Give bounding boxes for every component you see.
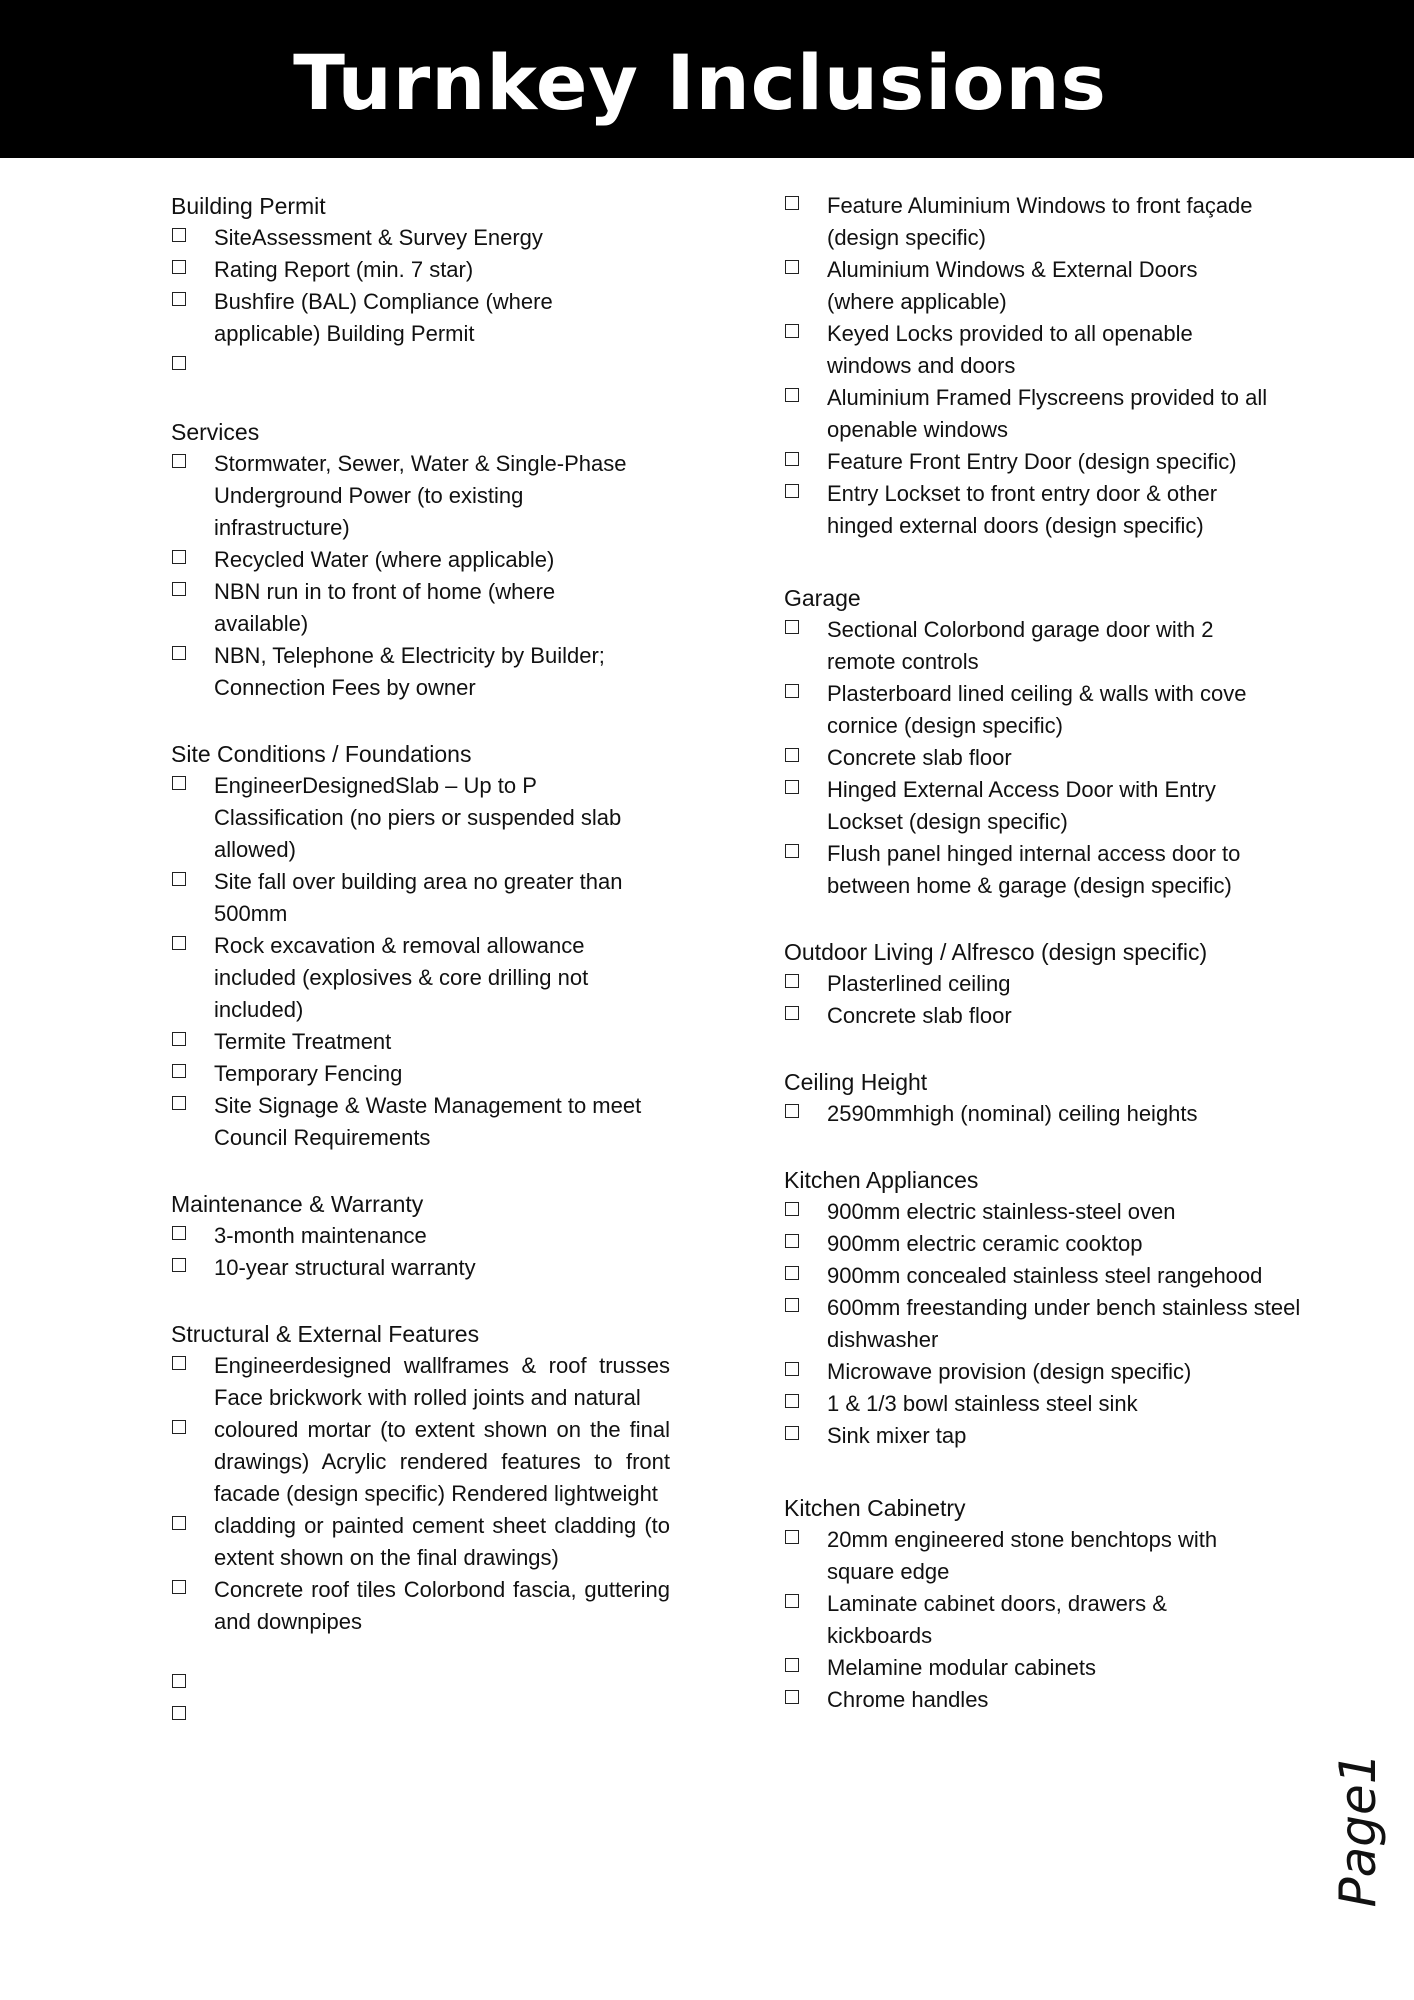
- item-text: Feature Aluminium Windows to front façade (design specific): [827, 193, 1253, 250]
- section-title: Kitchen Cabinetry: [784, 1495, 966, 1521]
- item-text: Hinged External Access Door with Entry Lockset (design specific): [827, 777, 1216, 834]
- checklist-item[interactable]: [784, 318, 1257, 382]
- checklist-item[interactable]: [171, 640, 634, 704]
- item-text: Rating Report (min. 7 star): [214, 257, 474, 282]
- checklist-item[interactable]: [171, 1350, 670, 1414]
- checklist-item[interactable]: [171, 930, 634, 1026]
- checklist-item[interactable]: [784, 382, 1297, 446]
- checkbox[interactable]: [785, 1006, 799, 1020]
- checkbox[interactable]: [172, 1674, 186, 1688]
- checklist-item[interactable]: [171, 1252, 671, 1284]
- checkbox[interactable]: [172, 1706, 186, 1720]
- item-text: Concrete slab floor: [827, 1003, 1012, 1028]
- checkbox[interactable]: [172, 454, 186, 468]
- checkbox[interactable]: [172, 1356, 186, 1370]
- checklist-item[interactable]: [784, 1652, 1294, 1684]
- checkbox[interactable]: [785, 388, 799, 402]
- empty-checkbox-item[interactable]: [171, 1700, 671, 1732]
- checklist-item[interactable]: [784, 1588, 1237, 1652]
- checkbox[interactable]: [785, 1530, 799, 1544]
- checklist-item[interactable]: [171, 1510, 670, 1574]
- page-header: [0, 0, 1414, 158]
- section-title: Maintenance & Warranty: [171, 1191, 424, 1217]
- checklist-item[interactable]: [784, 1684, 1294, 1716]
- item-text: NBN run in to front of home (where available): [214, 579, 556, 636]
- checkbox[interactable]: [785, 260, 799, 274]
- item-text: Microwave provision (design specific): [827, 1359, 1192, 1384]
- checkbox[interactable]: [785, 1658, 799, 1672]
- empty-checkbox-item[interactable]: [171, 1668, 671, 1700]
- checkbox[interactable]: [172, 550, 186, 564]
- checklist-item[interactable]: [171, 544, 671, 576]
- checkbox[interactable]: [172, 260, 186, 274]
- checkbox[interactable]: [785, 1202, 799, 1216]
- item-text: Sink mixer tap: [827, 1423, 967, 1448]
- checklist-item[interactable]: [784, 1098, 1294, 1130]
- section-kitchen-appliances: [784, 1164, 1301, 1452]
- item-text: Plasterlined ceiling: [827, 971, 1011, 996]
- checkbox[interactable]: [785, 1266, 799, 1280]
- section-title: Outdoor Living / Alfresco (design specific): [784, 939, 1208, 965]
- checkbox[interactable]: [785, 1690, 799, 1704]
- checkbox[interactable]: [785, 974, 799, 988]
- item-text: 600mm freestanding under bench stainless steel dishwasher: [827, 1295, 1301, 1352]
- checkbox[interactable]: [172, 1226, 186, 1240]
- checklist-item[interactable]: [784, 446, 1294, 478]
- checklist-item[interactable]: [171, 222, 671, 254]
- section-maintenance: [171, 1188, 671, 1284]
- item-text: Keyed Locks provided to all openable windows and doors: [827, 321, 1193, 378]
- checklist-item[interactable]: [784, 1000, 1294, 1032]
- section-title: Site Conditions / Foundations: [171, 741, 472, 767]
- checklist-item[interactable]: [171, 770, 639, 866]
- item-text: Engineerdesigned wallframes & roof trusses Face brickwork with rolled joints and natural: [214, 1353, 670, 1410]
- checklist-item[interactable]: [171, 254, 671, 286]
- checklist-item[interactable]: [784, 1228, 1294, 1260]
- item-text: 900mm electric stainless-steel oven: [827, 1199, 1176, 1224]
- checklist-item[interactable]: [171, 1058, 671, 1090]
- checkbox[interactable]: [785, 1298, 799, 1312]
- section-title: Services: [171, 419, 260, 445]
- checkbox[interactable]: [785, 1394, 799, 1408]
- page-number: Page1: [1329, 1752, 1387, 1908]
- checklist-item[interactable]: [171, 1220, 671, 1252]
- section-garage: [784, 582, 1294, 902]
- checkbox[interactable]: [172, 1580, 186, 1594]
- section-site-conditions: [171, 738, 671, 1154]
- checkbox[interactable]: [172, 1064, 186, 1078]
- item-text: Laminate cabinet doors, drawers & kickboards: [827, 1591, 1167, 1648]
- item-text: Concrete slab floor: [827, 745, 1012, 770]
- section-structural: [171, 1318, 671, 1732]
- checklist-item[interactable]: [784, 1420, 1294, 1452]
- item-text: Site Signage & Waste Management to meet Council Requirements: [214, 1093, 642, 1150]
- item-text: 900mm electric ceramic cooktop: [827, 1231, 1143, 1256]
- section-title: Garage: [784, 585, 861, 611]
- checkbox[interactable]: [785, 324, 799, 338]
- item-text: Termite Treatment: [214, 1029, 392, 1054]
- checklist-item[interactable]: [784, 1356, 1294, 1388]
- checkbox[interactable]: [172, 872, 186, 886]
- item-text: Feature Front Entry Door (design specific): [827, 449, 1237, 474]
- right-column: [784, 190, 1301, 1750]
- item-text: Melamine modular cabinets: [827, 1655, 1097, 1680]
- item-text: Chrome handles: [827, 1687, 989, 1712]
- item-text: Concrete roof tiles Colorbond fascia, guttering and downpipes: [214, 1577, 670, 1634]
- item-text: Site fall over building area no greater than 500mm: [214, 869, 623, 926]
- checkbox[interactable]: [785, 484, 799, 498]
- item-text: 900mm concealed stainless steel rangehood: [827, 1263, 1263, 1288]
- section-title: Building Permit: [171, 193, 326, 219]
- checkbox[interactable]: [785, 844, 799, 858]
- checkbox[interactable]: [785, 452, 799, 466]
- item-text: 1 & 1/3 bowl stainless steel sink: [827, 1391, 1138, 1416]
- checklist-item[interactable]: [171, 448, 644, 544]
- checkbox[interactable]: [785, 1426, 799, 1440]
- item-text: 20mm engineered stone benchtops with square edge: [827, 1527, 1218, 1584]
- checklist-item[interactable]: [784, 774, 1267, 838]
- checklist-item[interactable]: [784, 678, 1297, 742]
- checkbox[interactable]: [172, 1258, 186, 1272]
- checkbox[interactable]: [785, 1234, 799, 1248]
- checklist-item[interactable]: [784, 742, 1294, 774]
- checklist-item[interactable]: [784, 478, 1277, 542]
- checkbox[interactable]: [785, 684, 799, 698]
- item-text: Aluminium Framed Flyscreens provided to all openable windows: [827, 385, 1268, 442]
- checkbox[interactable]: [785, 1362, 799, 1376]
- section-windows-doors: [784, 190, 1294, 542]
- item-text: coloured mortar (to extent shown on the final drawings) Acrylic rendered features to front facade (design specific) Rendered lightweight: [214, 1417, 670, 1506]
- page-title: Turnkey Inclusions: [293, 37, 1107, 127]
- section-ceiling: [784, 1066, 1294, 1130]
- item-text: Recycled Water (where applicable): [214, 547, 555, 572]
- item-text: Rock excavation & removal allowance included (explosives & core drilling not included): [214, 933, 589, 1022]
- item-text: Plasterboard lined ceiling & walls with cove cornice (design specific): [827, 681, 1247, 738]
- checklist-item[interactable]: [784, 1524, 1277, 1588]
- checkbox[interactable]: [172, 228, 186, 242]
- checklist-item[interactable]: [784, 838, 1297, 902]
- checklist-item[interactable]: [784, 1292, 1307, 1356]
- item-text: Temporary Fencing: [214, 1061, 403, 1086]
- section-outdoor: [784, 936, 1294, 1032]
- checklist-item[interactable]: [171, 1414, 670, 1510]
- checklist-item[interactable]: [171, 1574, 670, 1638]
- item-text: 10-year structural warranty: [214, 1255, 476, 1280]
- checklist-item[interactable]: [784, 1196, 1294, 1228]
- checkbox[interactable]: [172, 1420, 186, 1434]
- item-text: Entry Lockset to front entry door & other hinged external doors (design specific): [827, 481, 1218, 538]
- section-kitchen-cabinetry: [784, 1492, 1294, 1716]
- item-text: Bushfire (BAL) Compliance (where applicable) Building Permit: [214, 289, 553, 346]
- checklist-item[interactable]: [784, 968, 1294, 1000]
- checklist-item[interactable]: [784, 254, 1257, 318]
- item-text: Flush panel hinged internal access door to between home & garage (design specific): [827, 841, 1241, 898]
- section-title: Structural & External Features: [171, 1321, 480, 1347]
- checkbox[interactable]: [785, 620, 799, 634]
- checkbox[interactable]: [785, 748, 799, 762]
- checkbox[interactable]: [172, 1032, 186, 1046]
- section-title: Kitchen Appliances: [784, 1167, 979, 1193]
- checkbox[interactable]: [172, 582, 186, 596]
- checkbox[interactable]: [785, 1104, 799, 1118]
- item-text: NBN, Telephone & Electricity by Builder; Connection Fees by owner: [214, 643, 605, 700]
- checkbox[interactable]: [172, 776, 186, 790]
- item-text: 2590mmhigh (nominal) ceiling heights: [827, 1101, 1198, 1126]
- item-text: SiteAssessment & Survey Energy: [214, 225, 543, 250]
- checklist-item[interactable]: [171, 1026, 671, 1058]
- item-text: cladding or painted cement sheet cladding (to extent shown on the final drawings): [214, 1513, 670, 1570]
- checklist-item[interactable]: [171, 286, 609, 350]
- checkbox[interactable]: [172, 646, 186, 660]
- checkbox[interactable]: [172, 936, 186, 950]
- checkbox[interactable]: [785, 196, 799, 210]
- checklist-item[interactable]: [171, 1090, 674, 1154]
- left-column: [171, 190, 671, 1766]
- checkbox[interactable]: [172, 1096, 186, 1110]
- section-building-permit: [171, 190, 671, 382]
- checklist-item[interactable]: [171, 576, 609, 640]
- checklist-item[interactable]: [784, 1388, 1294, 1420]
- checklist-item[interactable]: [171, 866, 644, 930]
- checkbox[interactable]: [785, 780, 799, 794]
- item-text: 3-month maintenance: [214, 1223, 427, 1248]
- checklist-item[interactable]: [784, 614, 1267, 678]
- item-text: Stormwater, Sewer, Water & Single-Phase Underground Power (to existing infrastructure): [214, 451, 627, 540]
- checkbox[interactable]: [172, 292, 186, 306]
- item-text: Aluminium Windows & External Doors (where applicable): [827, 257, 1198, 314]
- checklist-item[interactable]: [784, 190, 1294, 254]
- checkbox[interactable]: [785, 1594, 799, 1608]
- section-title: Ceiling Height: [784, 1069, 928, 1095]
- checkbox[interactable]: [172, 1516, 186, 1530]
- item-text: Sectional Colorbond garage door with 2 remote controls: [827, 617, 1214, 674]
- item-text: EngineerDesignedSlab – Up to P Classification (no piers or suspended slab allowed): [214, 773, 622, 862]
- checkbox[interactable]: [172, 356, 186, 370]
- empty-checkbox-item[interactable]: [171, 350, 671, 382]
- section-services: [171, 416, 671, 704]
- checklist-item[interactable]: [784, 1260, 1294, 1292]
